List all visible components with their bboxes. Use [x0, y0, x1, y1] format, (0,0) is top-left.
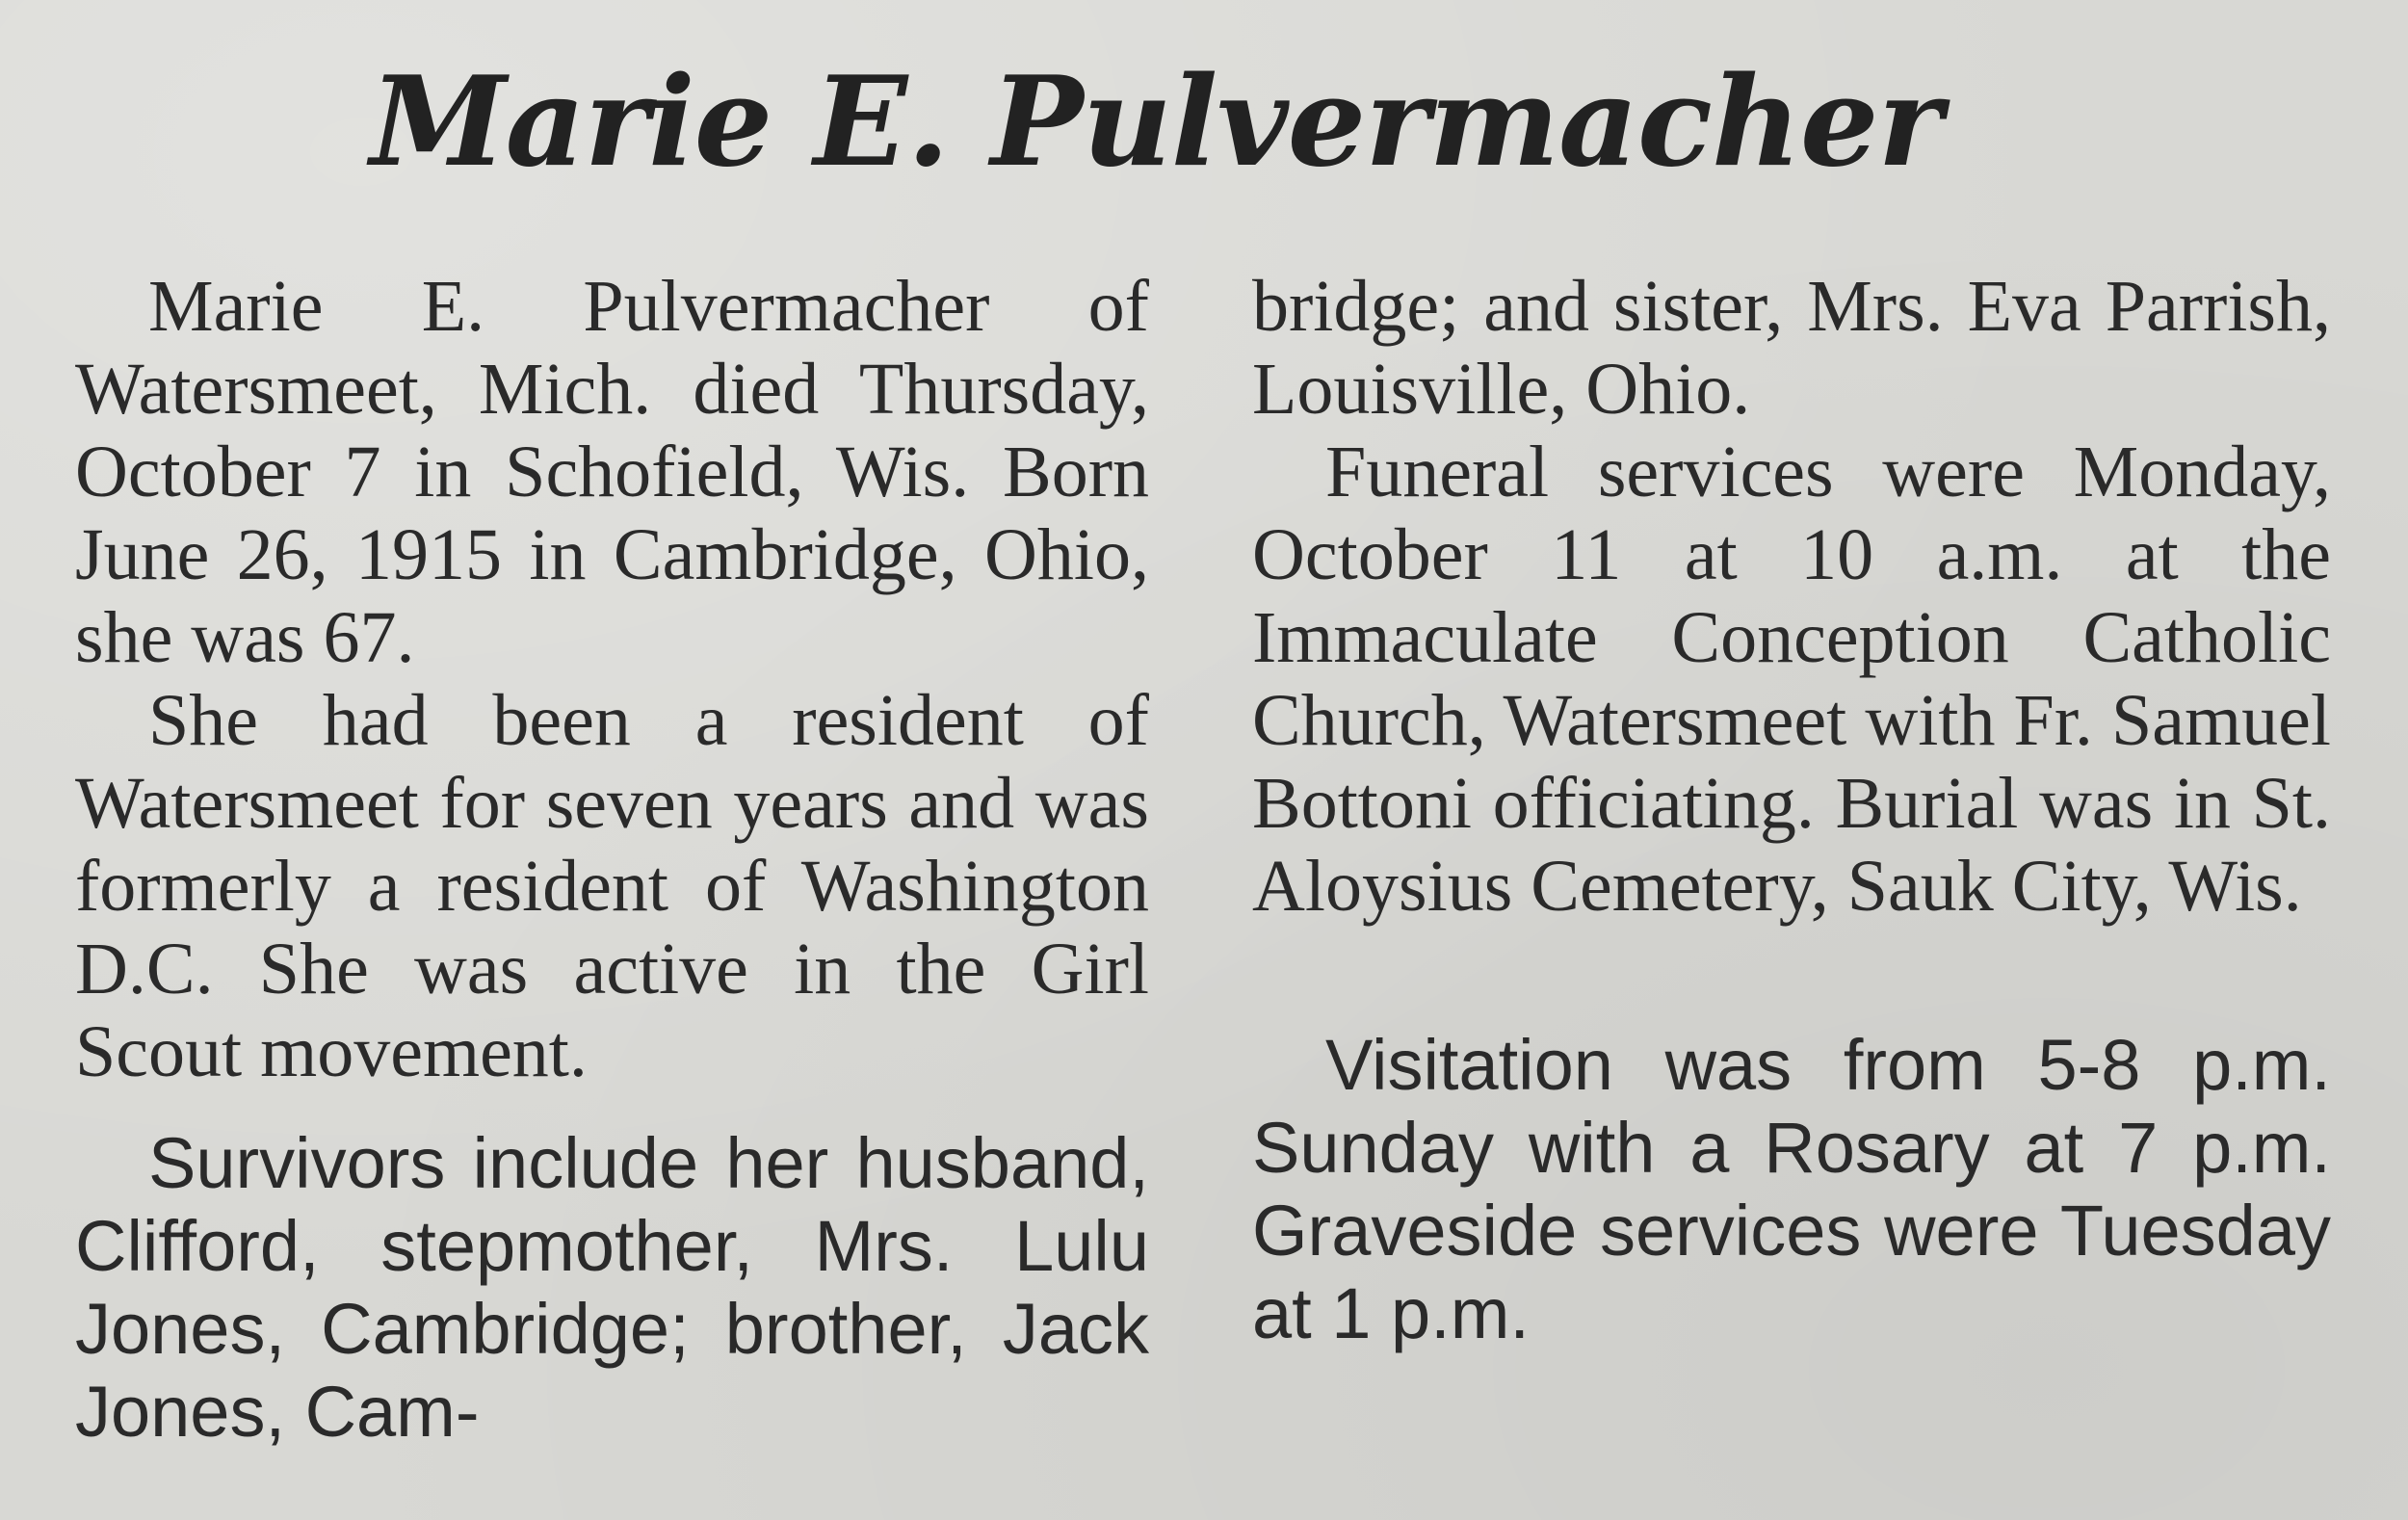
paragraph-visitation: Visitation was from 5-8 p.m. Sunday with a Rosary at 7 p.m. Graveside services were Tuesday at 1 p.m.: [1252, 1025, 2331, 1353]
left-column: [75, 265, 1149, 1454]
right-column: [1252, 265, 2331, 1355]
paragraph-survivors-continued: bridge; and sister, Mrs. Eva Parrish, Louisville, Ohio.: [1252, 266, 2331, 430]
obituary-headline: Marie E. Pulvermacher: [370, 50, 1942, 195]
paragraph-survivors: Survivors include her husband, Clifford, stepmother, Mrs. Lulu Jones, Cambridge; brother, Jack Jones, Cam-: [75, 1123, 1149, 1452]
paragraph-funeral-services: Funeral services were Monday, October 11 at 10 a.m. at the Immaculate Conception Catholic Church, Watersmeet with Fr. Samuel Bottoni officiating. Burial was in St. Aloysius Cemetery, Sauk City, Wis.: [1252, 432, 2331, 927]
paragraph-residence: She had been a resident of Watersmeet for seven years and was formerly a resident of Washington D.C. She was active in the Girl Scout movement.: [75, 680, 1149, 1092]
paragraph-death-notice: Marie E. Pulvermacher of Watersmeet, Mich. died Thursday, October 7 in Schofield, Wis. Born June 26, 1915 in Cambridge, Ohio, she was 67.: [75, 266, 1149, 678]
